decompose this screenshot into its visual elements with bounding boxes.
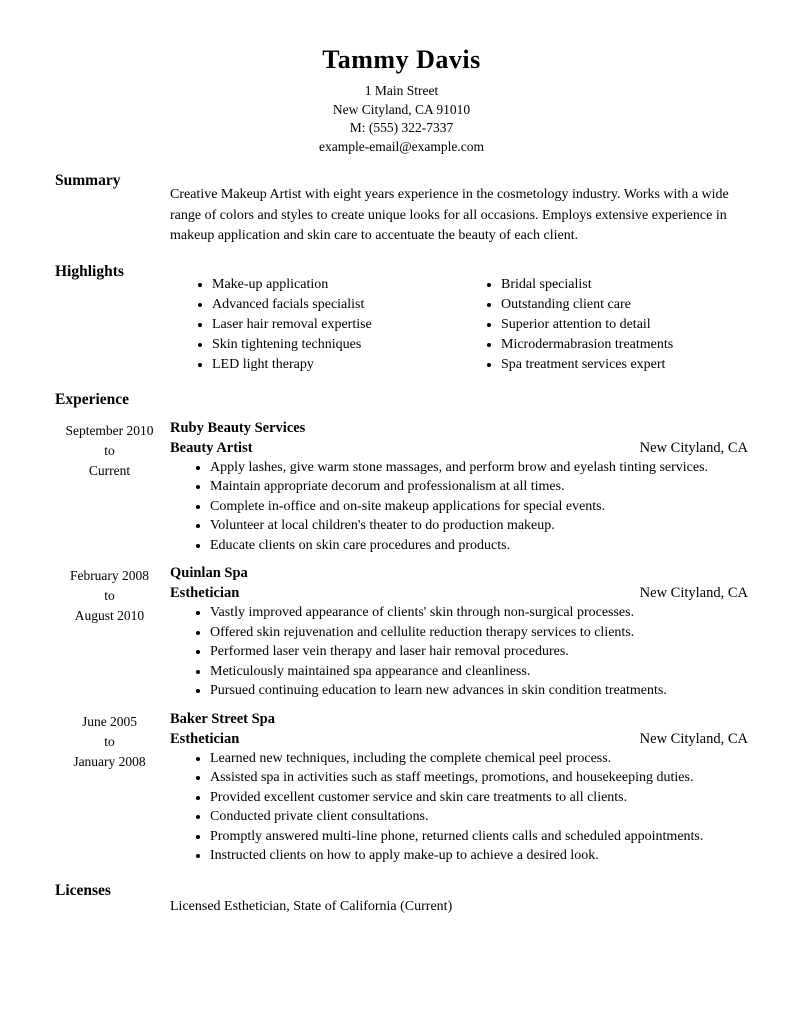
highlights-columns bbox=[170, 262, 748, 375]
experience-entry bbox=[55, 710, 748, 866]
job-location: New Cityland, CA bbox=[639, 439, 748, 456]
company-name: Baker Street Spa bbox=[170, 710, 275, 727]
experience-heading-column bbox=[55, 390, 170, 410]
highlights-heading: Highlights bbox=[55, 262, 124, 280]
experience-heading-row bbox=[55, 390, 748, 410]
resume-header bbox=[55, 45, 748, 156]
job-duties bbox=[170, 603, 748, 701]
job-date-line: June 2005 bbox=[81, 713, 138, 729]
city-line: New Cityland, CA 91010 bbox=[332, 101, 471, 117]
duty-item: • Vastly improved appearance of clients' skin through non-surgical processes. bbox=[210, 603, 748, 623]
job-date-line: to bbox=[104, 442, 115, 458]
duty-item: • Learned new techniques, including the complete chemical peel process. bbox=[210, 749, 748, 769]
job-date-line: August 2010 bbox=[74, 608, 145, 623]
summary-heading: Summary bbox=[55, 172, 121, 189]
licenses-heading-column bbox=[55, 881, 170, 917]
highlights-column-right bbox=[459, 275, 748, 375]
duty-item: • Performed laser vein therapy and laser hair removal procedures. bbox=[210, 642, 748, 662]
job-content bbox=[170, 419, 748, 556]
job-title-row bbox=[170, 583, 748, 603]
duty-item: • Pursued continuing education to learn new advances in skin condition treatments. bbox=[210, 681, 748, 701]
duty-item: • Instructed clients on how to apply make-up to achieve a desired look. bbox=[210, 846, 748, 866]
duty-item: • Promptly answered multi-line phone, returned clients calls and scheduled appointments. bbox=[210, 827, 748, 847]
job-duties bbox=[170, 458, 748, 556]
duty-item: • Maintain appropriate decorum and professionalism at all times. bbox=[210, 477, 748, 497]
duty-item: • Assisted spa in activities such as staff meetings, promotions, and housekeeping duties. bbox=[210, 768, 748, 788]
highlight-item: • Superior attention to detail bbox=[501, 315, 748, 335]
highlight-item: • Skin tightening techniques bbox=[212, 335, 459, 355]
experience-heading: Experience bbox=[55, 390, 130, 408]
highlight-item: • Spa treatment services expert bbox=[501, 355, 748, 375]
highlights-content bbox=[170, 262, 748, 375]
licenses-section bbox=[55, 881, 748, 917]
job-date-line: to bbox=[104, 733, 115, 749]
licenses-content bbox=[170, 881, 748, 917]
highlight-item: • Outstanding client care bbox=[501, 295, 748, 315]
duty-item: • Offered skin rejuvenation and cellulite reduction therapy services to clients. bbox=[210, 623, 748, 643]
job-location: New Cityland, CA bbox=[639, 585, 748, 601]
job-dates bbox=[55, 710, 170, 866]
job-date-line: to bbox=[104, 588, 115, 603]
duty-item: • Volunteer at local children's theater to do production makeup. bbox=[210, 516, 748, 536]
job-date-line: September 2010 bbox=[65, 422, 154, 438]
duty-item: • Conducted private client consultations. bbox=[210, 807, 748, 827]
summary-section bbox=[55, 171, 748, 247]
summary-content bbox=[170, 171, 748, 247]
job-dates bbox=[55, 564, 170, 701]
experience-entry bbox=[55, 564, 748, 701]
experience-entry bbox=[55, 419, 748, 556]
job-title: Esthetician bbox=[170, 730, 240, 747]
highlight-item: • Advanced facials specialist bbox=[212, 295, 459, 315]
duty-item: • Provided excellent customer service and skin care treatments to all clients. bbox=[210, 788, 748, 808]
job-title-row bbox=[170, 438, 748, 458]
company-name: Quinlan Spa bbox=[170, 565, 248, 581]
job-location: New Cityland, CA bbox=[639, 730, 748, 747]
license-text: Licensed Esthetician, State of California (Current) bbox=[170, 898, 453, 914]
duty-item: • Complete in-office and on-site makeup applications for special events. bbox=[210, 497, 748, 517]
highlight-item: • Make-up application bbox=[212, 275, 459, 295]
job-dates bbox=[55, 419, 170, 556]
job-title: Esthetician bbox=[170, 585, 240, 601]
highlight-item: • Bridal specialist bbox=[501, 275, 748, 295]
highlight-item: • Microdermabrasion treatments bbox=[501, 335, 748, 355]
summary-heading-column bbox=[55, 171, 170, 247]
address-line: 1 Main Street bbox=[364, 83, 439, 98]
duty-item: • Meticulously maintained spa appearance and cleanliness. bbox=[210, 662, 748, 682]
summary-text: Creative Makeup Artist with eight years experience in the cosmetology industry. Works with a wide range of colors and styles to create unique looks for all occasions. Employs extensive experience in makeup application and skin care to accentuate the beauty of each client. bbox=[170, 187, 729, 243]
person-name: Tammy Davis bbox=[322, 45, 481, 74]
experience-section bbox=[55, 390, 748, 866]
job-date-line: Current bbox=[88, 462, 131, 478]
phone-line: M: (555) 322-7337 bbox=[349, 120, 454, 135]
duty-item: • Educate clients on skin care procedures and products. bbox=[210, 536, 748, 556]
job-title-row bbox=[170, 729, 748, 749]
job-content bbox=[170, 564, 748, 701]
highlights-heading-column bbox=[55, 262, 170, 375]
email-line: example-email@example.com bbox=[319, 138, 484, 154]
duty-item: • Apply lashes, give warm stone massages, and perform brow and eyelash tinting services. bbox=[210, 458, 748, 478]
highlight-item: • Laser hair removal expertise bbox=[212, 315, 459, 335]
job-title: Beauty Artist bbox=[170, 439, 253, 456]
job-date-line: January 2008 bbox=[73, 753, 146, 769]
licenses-heading: Licenses bbox=[55, 881, 111, 899]
highlights-column-left bbox=[170, 275, 459, 375]
highlight-item: • LED light therapy bbox=[212, 355, 459, 375]
job-duties bbox=[170, 749, 748, 866]
job-content bbox=[170, 710, 748, 866]
company-name: Ruby Beauty Services bbox=[170, 419, 306, 436]
job-date-line: February 2008 bbox=[69, 568, 150, 583]
highlights-section bbox=[55, 262, 748, 375]
